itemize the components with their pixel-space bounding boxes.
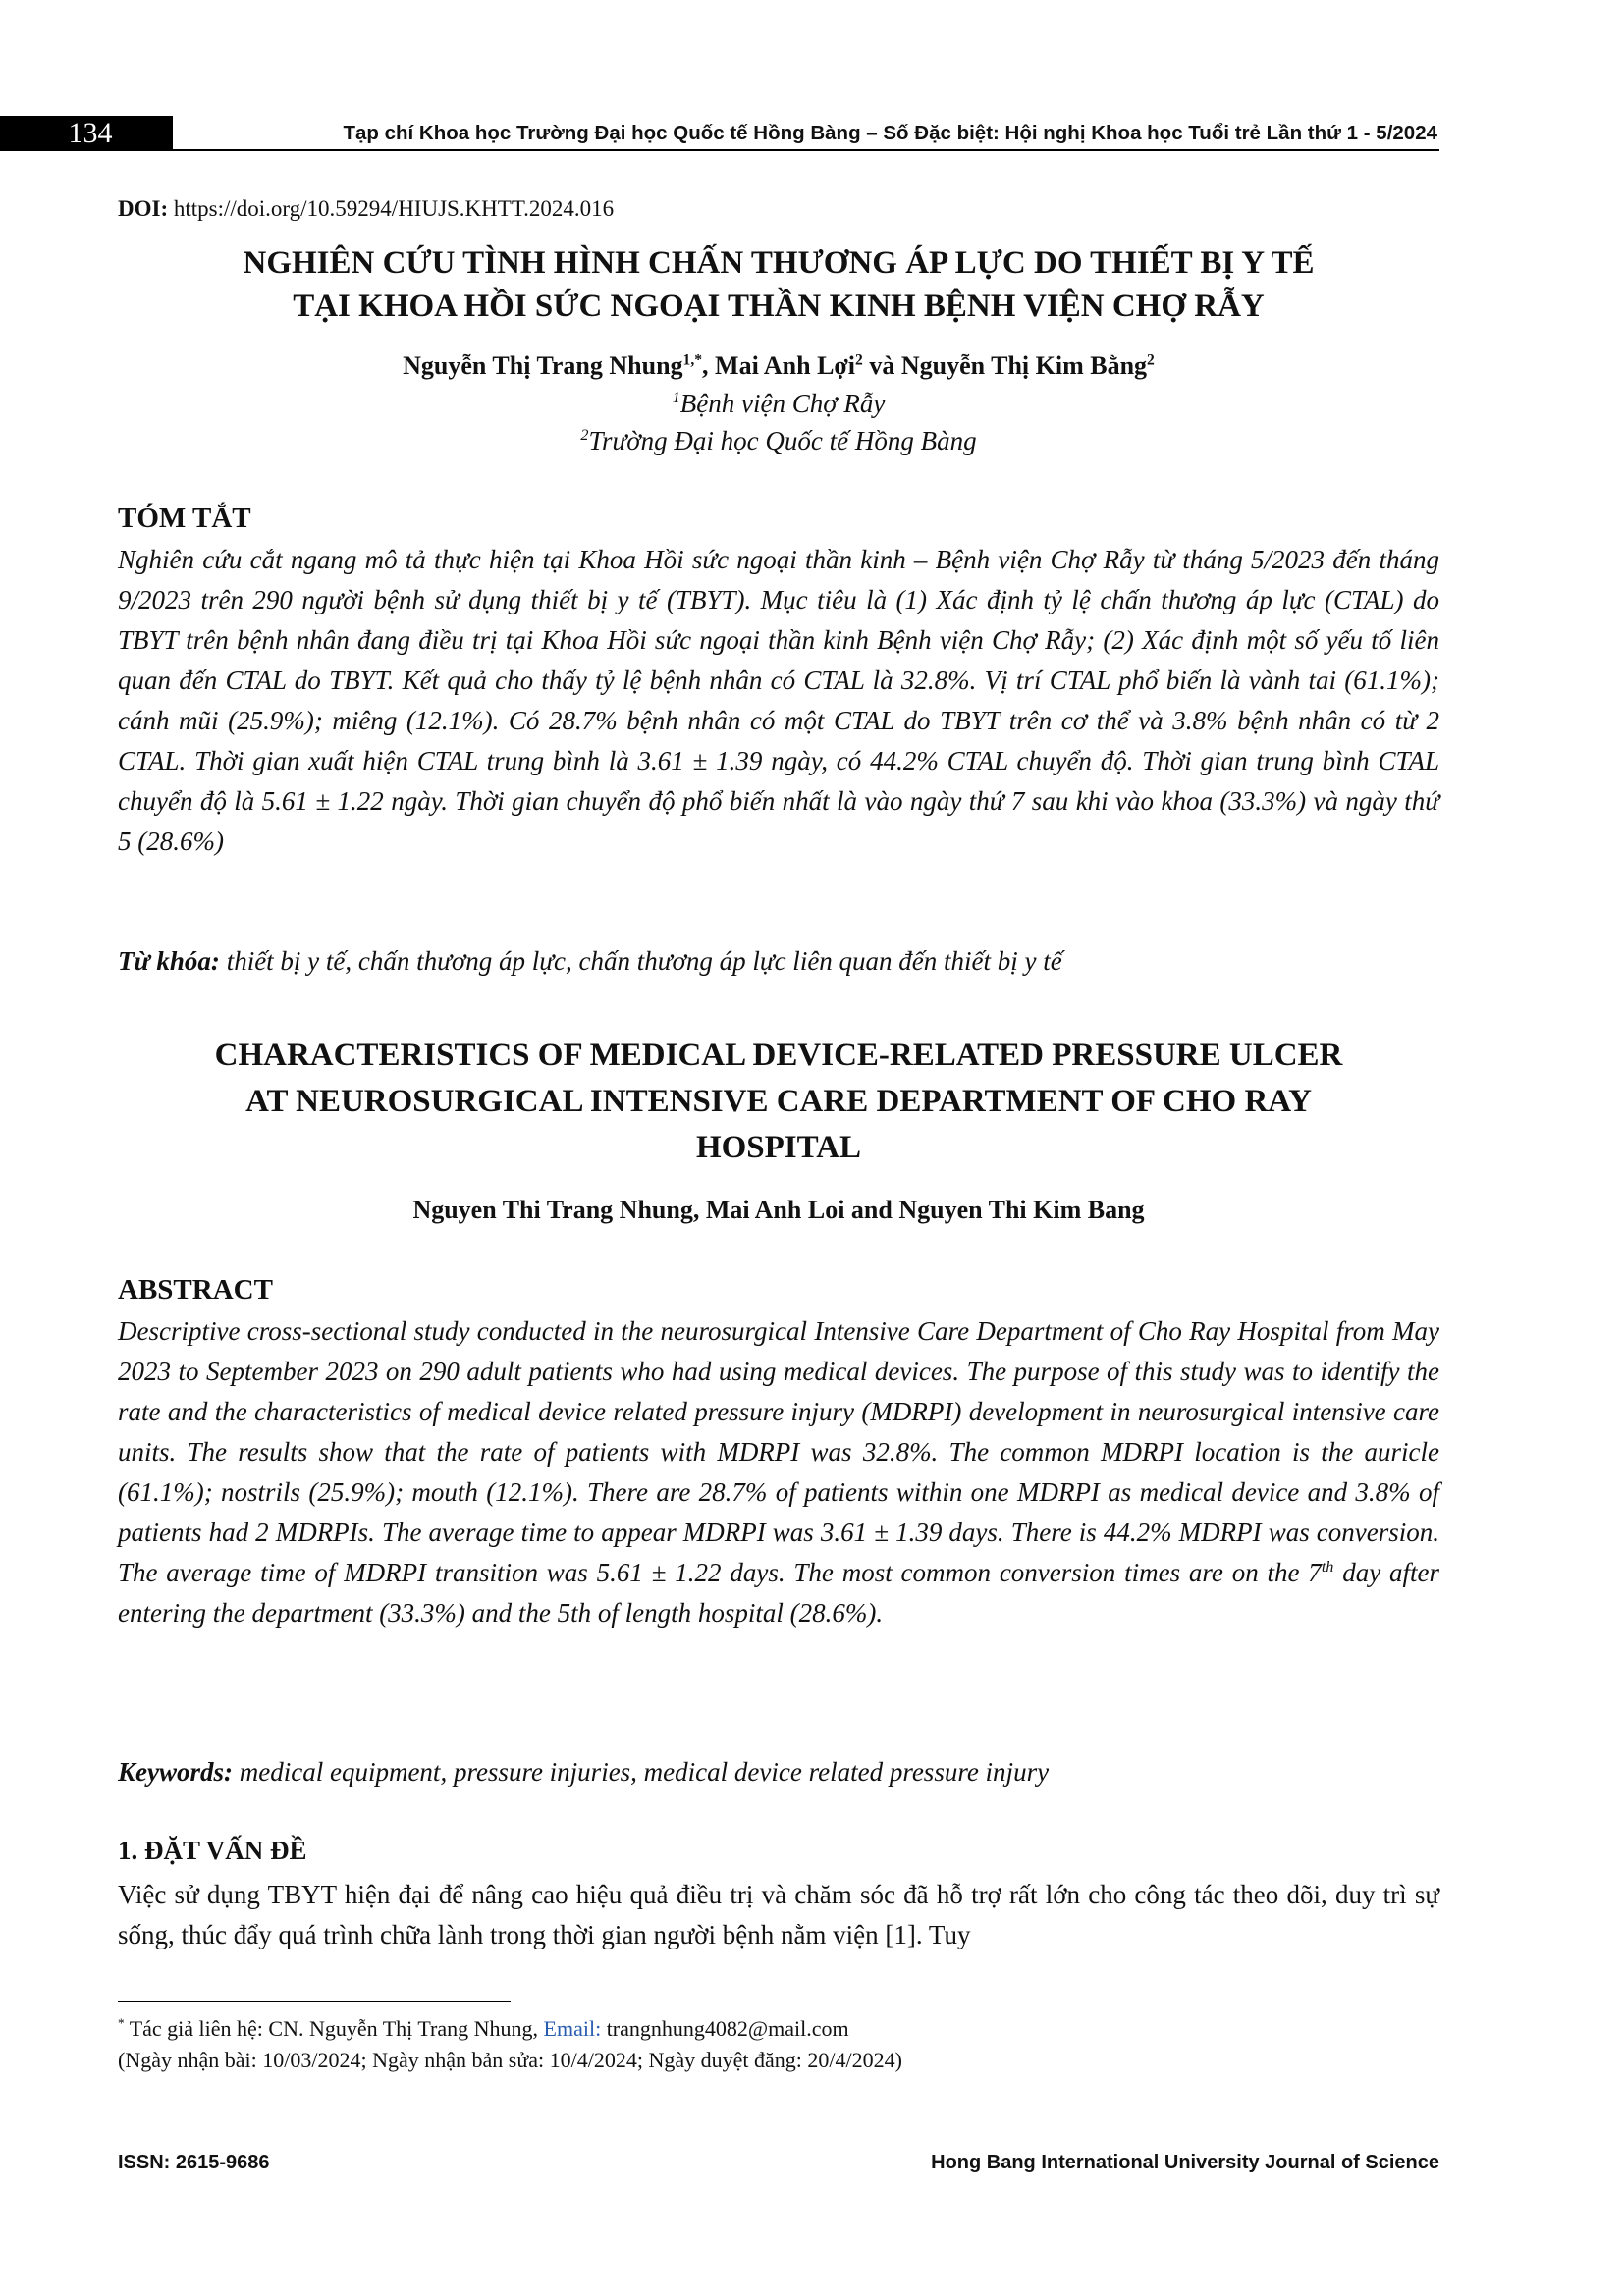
doi-label: DOI: <box>118 196 169 221</box>
affiliation-1-text: Bệnh viện Chợ Rẫy <box>679 389 886 418</box>
authors-vietnamese <box>118 351 1439 381</box>
doi-line <box>118 196 1439 222</box>
title-vi-line2: TẠI KHOA HỒI SỨC NGOẠI THẦN KINH BỆNH VIỆN CHỢ RẪY <box>293 289 1265 324</box>
author-2-sup: 2 <box>855 351 863 369</box>
author-1: Nguyễn Thị Trang Nhung <box>403 351 683 380</box>
author-1-sup: 1,* <box>682 351 703 369</box>
abstract-paragraph <box>118 1311 1439 1633</box>
footnote-marker: * <box>118 2015 125 2031</box>
title-vietnamese <box>118 241 1439 328</box>
affiliation-2 <box>118 426 1439 456</box>
author-2: , Mai Anh Lợi <box>702 351 856 380</box>
header-rule <box>173 149 1439 151</box>
title-vi-line1: NGHIÊN CỨU TÌNH HÌNH CHẤN THƯƠNG ÁP LỰC DO THIẾT BỊ Y TẾ <box>243 245 1315 281</box>
abstract-heading: ABSTRACT <box>118 1274 273 1306</box>
keywords-vi-label: Từ khóa: <box>118 946 220 976</box>
keywords-vi-text: thiết bị y tế, chấn thương áp lực, chấn thương áp lực liên quan đến thiết bị y tế <box>219 946 1062 976</box>
abstract-text <box>118 1311 1439 1633</box>
footnote-contact <box>118 2016 1439 2042</box>
affiliation-2-sup: 2 <box>580 426 589 444</box>
abstract-sup: th <box>1321 1558 1334 1575</box>
running-header: Tạp chí Khoa học Trường Đại học Quốc tế Hồng Bàng – Số Đặc biệt: Hội nghị Khoa học Tuổi trẻ Lần thứ 1 - 5/2024 <box>343 122 1437 144</box>
author-3: và Nguyễn Thị Kim Bằng <box>862 351 1148 380</box>
footer-journal-name: Hong Bang International University Journal of Science <box>931 2152 1439 2173</box>
abstract-part-1: Descriptive cross-sectional study conducted in the neurosurgical Intensive Care Department of Cho Ray Hospital from May 2023 to September 2023 on 290 adult patients who had using medical devices. The purpose of this study was to identify the rate and the characteristics of medical device related pressure injury (MDRPI) development in neurosurgical intensive care units. The results show that the rate of patients with MDRPI was 32.8%. The common MDRPI location is the auricle (61.1%); nostrils (25.9%); mouth (12.1%). There are 28.7% of patients within one MDRPI as medical device and 3.8% of patients had 2 MDRPIs. The average time to appear MDRPI was 3.61 ± 1.39 days. There is 44.2% MDRPI was conversion. The average time of MDRPI transition was 5.61 ± 1.22 days. The most common conversion times are on the 7 <box>118 1316 1439 1587</box>
footnote-rule <box>118 2001 511 2002</box>
doi-link[interactable]: https://doi.org/10.59294/HIUJS.KHTT.2024.016 <box>173 196 615 221</box>
section-1-text: Việc sử dụng TBYT hiện đại để nâng cao hiệu quả điều trị và chăm sóc đã hỗ trợ rất lớn cho công tác theo dõi, duy trì sự sống, thúc đẩy quá trình chữa lành trong thời gian người bệnh nằm viện [1]. Tuy <box>118 1880 1439 1949</box>
tom-tat-text <box>118 540 1439 862</box>
keywords-vietnamese <box>118 946 1439 977</box>
author-3-sup: 2 <box>1147 351 1155 369</box>
affiliation-1-sup: 1 <box>672 389 680 406</box>
section-1-heading: 1. ĐẶT VẤN ĐỀ <box>118 1836 307 1865</box>
affiliation-1 <box>118 389 1439 419</box>
footnote-email-label: Email: <box>543 2016 602 2041</box>
footer-issn: ISSN: 2615-9686 <box>118 2152 270 2173</box>
footnote-contact-prefix: Tác giả liên hệ: CN. Nguyễn Thị Trang Nhung, <box>124 2016 544 2041</box>
abstract-part-2: day after entering the department (33.3%) and the 5th of length hospital (28.6%). <box>118 1558 1440 1628</box>
page-number: 134 <box>0 116 173 151</box>
keywords-en-text: medical equipment, pressure injuries, medical device related pressure injury <box>233 1757 1050 1787</box>
tom-tat-heading: TÓM TẮT <box>118 503 251 534</box>
keywords-en-label: Keywords: <box>118 1757 233 1787</box>
keywords-english <box>118 1757 1439 1788</box>
title-english: CHARACTERISTICS OF MEDICAL DEVICE-RELATED PRESSURE ULCER AT NEUROSURGICAL INTENSIVE CARE DEPARTMENT OF CHO RAY HOSPITAL <box>214 1038 1343 1165</box>
affiliation-2-text: Trường Đại học Quốc tế Hồng Bàng <box>588 426 977 455</box>
footnote-email[interactable]: trangnhung4082@mail.com <box>601 2016 849 2041</box>
tom-tat-paragraph: Nghiên cứu cắt ngang mô tả thực hiện tại Khoa Hồi sức ngoại thần kinh – Bệnh viện Chợ Rẫy từ tháng 5/2023 đến tháng 9/2023 trên 290 người bệnh sử dụng thiết bị y tế (TBYT). Mục tiêu là (1) Xác định tỷ lệ chấn thương áp lực (CTAL) do TBYT trên bệnh nhân đang điều trị tại Khoa Hồi sức ngoại thần kinh Bệnh viện Chợ Rẫy; (2) Xác định một số yếu tố liên quan đến CTAL do TBYT. Kết quả cho thấy tỷ lệ bệnh nhân có CTAL là 32.8%. Vị trí CTAL phổ biến là vành tai (61.1%); cánh mũi (25.9%); miêng (12.1%). Có 28.7% bệnh nhân có một CTAL do TBYT trên cơ thể và 3.8% bệnh nhân có từ 2 CTAL. Thời gian xuất hiện CTAL trung bình là 3.61 ± 1.39 ngày, có 44.2% CTAL chuyển độ. Thời gian trung bình CTAL chuyển độ là 5.61 ± 1.22 ngày. Thời gian chuyển độ phổ biến nhất là vào ngày thứ 7 sau khi vào khoa (33.3%) và ngày thứ 5 (28.6%) <box>118 545 1439 856</box>
footnote-dates: (Ngày nhận bài: 10/03/2024; Ngày nhận bản sửa: 10/4/2024; Ngày duyệt đăng: 20/4/2024) <box>118 2048 902 2072</box>
authors-english: Nguyen Thi Trang Nhung, Mai Anh Loi and Nguyen Thi Kim Bang <box>412 1196 1145 1224</box>
